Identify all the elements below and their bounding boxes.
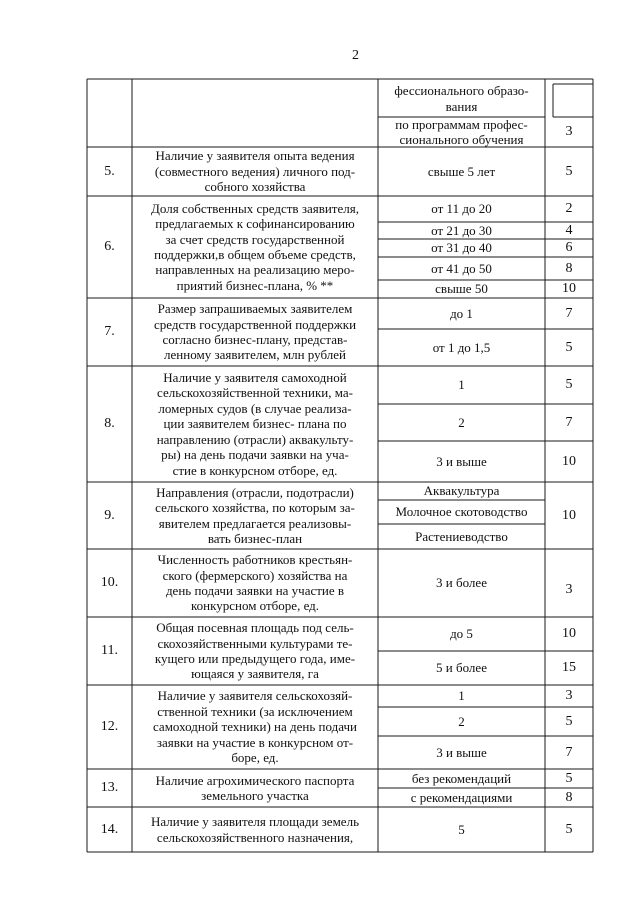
- row-score: 8: [565, 260, 573, 276]
- row-option: 3 и выше: [436, 453, 487, 469]
- row-option: 1: [458, 377, 465, 393]
- row-score: 10: [562, 281, 576, 297]
- row-criterion: Наличие у заявителя сельскохозяй- ственной техники (за исключением самоходной техники) на день подачи заявки на участие в конкурсном от- боре, ед.: [153, 688, 357, 766]
- row-score: 3: [565, 581, 573, 597]
- row-option: от 21 до 30: [431, 222, 492, 238]
- row-criterion: Наличие агрохимического паспорта земельного участка: [155, 772, 355, 803]
- row-option: 5: [458, 821, 465, 837]
- row-score: 5: [565, 163, 573, 179]
- row-option: 2: [458, 713, 465, 729]
- row-score: 5: [565, 770, 573, 786]
- row-score: 3: [565, 688, 573, 704]
- row-option: до 5: [450, 626, 473, 642]
- row-number: 13.: [100, 780, 119, 796]
- carry-option-2: по программам профес- сионального обучения: [395, 116, 528, 147]
- row-criterion: Наличие у заявителя опыта ведения (совместного ведения) личного под- собного хозяйства: [154, 148, 356, 195]
- row-option: до 1: [450, 305, 473, 321]
- row-option: 3 и выше: [436, 744, 487, 760]
- row-number: 6.: [104, 239, 115, 255]
- row-score: 5: [565, 339, 573, 355]
- row-option: 1: [458, 688, 465, 704]
- row-number: 8.: [104, 416, 115, 432]
- row-number: 11.: [101, 643, 118, 659]
- row-number: 5.: [104, 163, 115, 179]
- row-score: 7: [565, 414, 573, 430]
- row-option: Аквакультура: [423, 483, 500, 499]
- row-number: 12.: [100, 719, 119, 735]
- row-number: 10.: [100, 575, 119, 591]
- row-criterion: Доля собственных средств заявителя, предлагаемых к софинансированию за счет средств государственной поддержки,в общем объеме средств, направленных на реализацию меро- приятий бизнес-плана, % **: [151, 200, 359, 293]
- row-score: 10: [562, 626, 576, 642]
- row-criterion: Численность работников крестьян- ского (фермерского) хозяйства на день подачи заявки на участие в конкурсном отборе, ед.: [157, 552, 353, 614]
- row-number: 14.: [100, 821, 119, 837]
- row-option: от 1 до 1,5: [432, 339, 491, 355]
- row-criterion: Наличие у заявителя самоходной сельскохозяйственной техники, ма- ломерных судов (в случае реализа- ции заявителем бизнес- плана по направлению (отрасли) аквакульту- ры) на день подачи заявки на уча- стие в конкурсном отборе, ед.: [156, 370, 354, 478]
- row-score: 15: [562, 660, 576, 676]
- row-score: 5: [565, 821, 573, 837]
- page-number: 2: [352, 48, 359, 63]
- row-option: свыше 50: [435, 281, 488, 297]
- row-option: с рекомендациями: [410, 789, 513, 805]
- row-score: 5: [565, 713, 573, 729]
- carry-option-1: фессионального образо- вания: [394, 83, 529, 114]
- row-score: 2: [565, 201, 573, 217]
- row-option: Растениеводство: [415, 528, 508, 544]
- row-option: 2: [458, 414, 465, 430]
- row-score: 10: [562, 453, 576, 469]
- row-criterion: Наличие у заявителя площади земель сельскохозяйственного назначения,: [151, 814, 359, 845]
- row-option: 3 и более: [436, 575, 487, 591]
- row-option: от 11 до 20: [431, 201, 492, 217]
- row-score: 7: [565, 744, 573, 760]
- row-option: свыше 5 лет: [427, 163, 496, 179]
- row-option: от 31 до 40: [431, 240, 492, 256]
- carry-score: 3: [565, 124, 573, 140]
- row-number: 9.: [104, 507, 115, 523]
- row-score: 7: [565, 305, 573, 321]
- row-criterion: Общая посевная площадь под сель- скохозяйственными культурами те- кущего или предыдущего года, име- ющаяся у заявителя, га: [154, 620, 356, 682]
- row-score: 5: [565, 377, 573, 393]
- row-score: 6: [565, 240, 573, 256]
- row-option: 5 и более: [436, 660, 487, 676]
- row-number: 7.: [104, 324, 115, 340]
- row-score: 4: [565, 222, 573, 238]
- row-score: 10: [562, 507, 576, 523]
- row-criterion: Размер запрашиваемых заявителем средств государственной поддержки согласно бизнес-плану, представ- ленному заявителем, млн рублей: [153, 301, 357, 363]
- row-criterion: Направления (отрасли, подотрасли) сельского хозяйства, по которым за- явителем предлагается реализовы- вать бизнес-план: [155, 484, 355, 546]
- row-option: без рекомендаций: [411, 770, 512, 786]
- row-option: от 41 до 50: [431, 260, 492, 276]
- row-option: Молочное скотоводство: [395, 504, 528, 520]
- row-score: 8: [565, 789, 573, 805]
